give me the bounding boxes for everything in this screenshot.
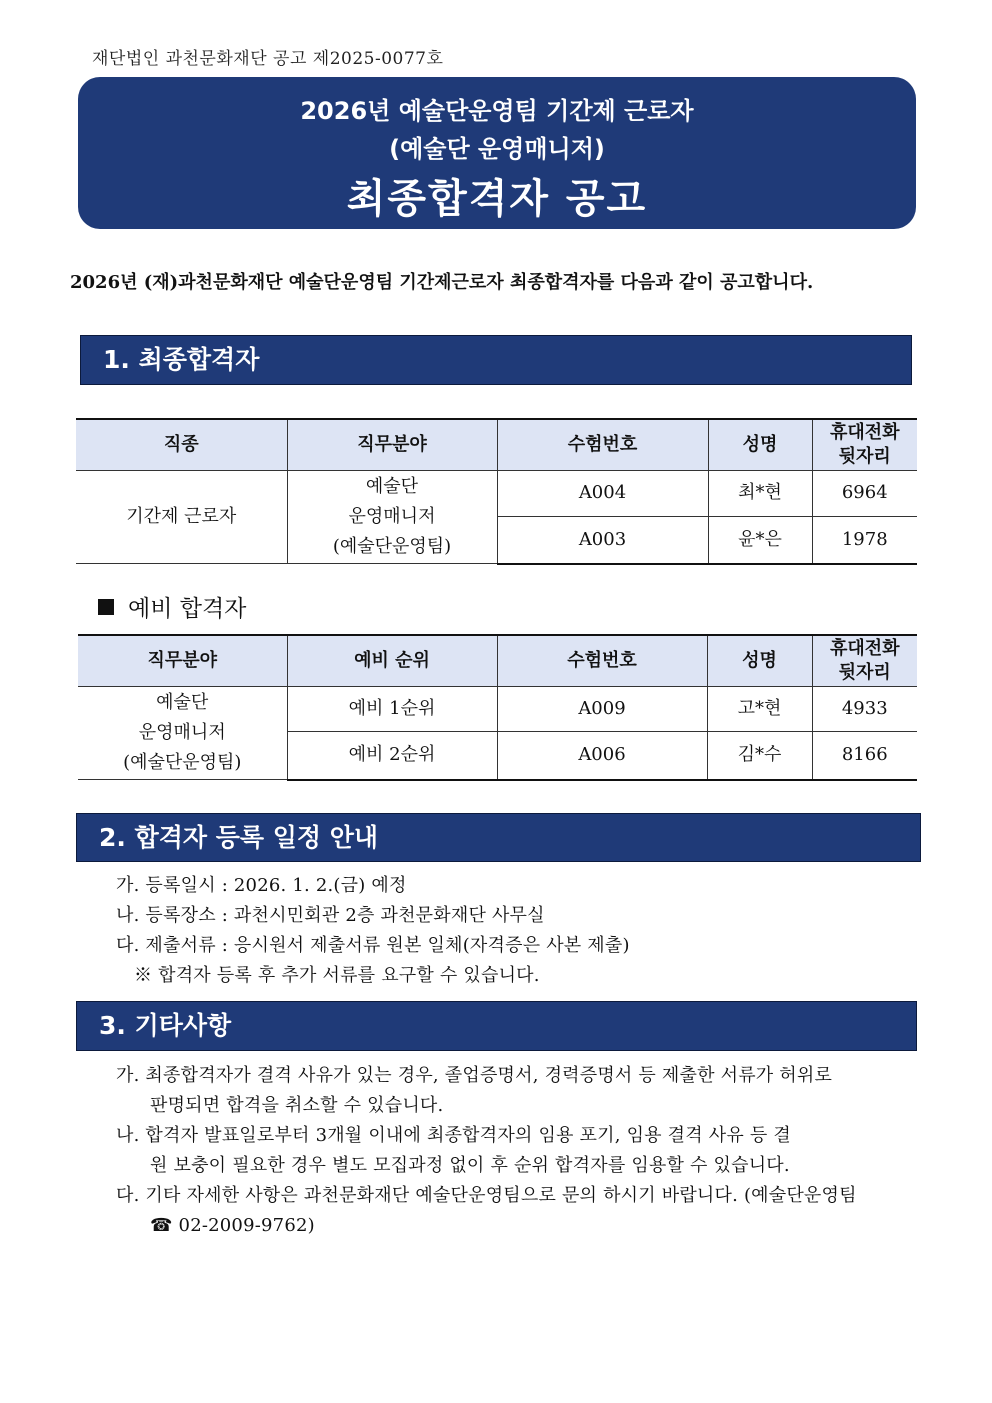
name-cell: 고*현 xyxy=(707,687,812,732)
other-matters-list xyxy=(116,1061,926,1241)
name-cell: 윤*은 xyxy=(708,516,812,563)
title-line-1: 2026년 예술단운영팀 기간제 근로자 xyxy=(300,97,694,125)
reserve-heading xyxy=(98,590,246,623)
list-item: 가. 등록일시 : 2026. 1. 2.(금) 예정 xyxy=(116,875,407,896)
phone-cell: 1978 xyxy=(812,516,917,563)
phone-cell: 4933 xyxy=(812,687,917,732)
list-item-continuation: ☎ 02-2009-9762) xyxy=(150,1215,315,1236)
intro-text: 2026년 (재)과천문화재단 예술단운영팀 기간제근로자 최종합격자를 다음과 같이 공고합니다. xyxy=(70,272,814,293)
job-field-cell: 예술단 운영매니저 (예술단운영팀) xyxy=(78,687,287,780)
final-passers-table xyxy=(76,418,917,565)
job-field-cell: 예술단 운영매니저 (예술단운영팀) xyxy=(287,471,497,564)
table-row xyxy=(76,471,917,517)
exam-number-cell: A006 xyxy=(497,732,707,780)
section-2-heading: 2. 합격자 등록 일정 안내 xyxy=(76,813,921,862)
table-header: 성명 xyxy=(707,635,812,687)
exam-number-cell: A009 xyxy=(497,687,707,732)
table-header: 휴대전화 뒷자리 xyxy=(812,635,917,687)
table-header: 직무분야 xyxy=(287,419,497,471)
reserve-heading-label: 예비 합격자 xyxy=(128,596,247,622)
table-header: 수험번호 xyxy=(497,419,708,471)
list-item-continuation: 판명되면 합격을 취소할 수 있습니다. xyxy=(150,1095,444,1116)
list-item-continuation: 원 보충이 필요한 경우 별도 모집과정 없이 후 순위 합격자를 임용할 수 있습니다. xyxy=(150,1155,790,1176)
section-3-heading: 3. 기타사항 xyxy=(76,1001,917,1051)
table-row xyxy=(78,687,917,732)
phone-cell: 6964 xyxy=(812,471,917,517)
job-type-cell: 기간제 근로자 xyxy=(76,471,287,564)
reserve-passers-table xyxy=(78,634,917,781)
exam-number-cell: A004 xyxy=(497,471,708,517)
table-header: 직종 xyxy=(76,419,287,471)
rank-cell: 예비 1순위 xyxy=(287,687,497,732)
section-1-heading: 1. 최종합격자 xyxy=(80,335,912,385)
table-header: 수험번호 xyxy=(497,635,707,687)
table-header: 직무분야 xyxy=(78,635,287,687)
name-cell: 최*현 xyxy=(708,471,812,517)
table-header: 예비 순위 xyxy=(287,635,497,687)
page-title: 최종합격자 공고 xyxy=(346,176,648,222)
list-item: 나. 합격자 발표일로부터 3개월 이내에 최종합격자의 임용 포기, 임용 결격 사유 등 결 xyxy=(116,1125,791,1146)
notice-number: 재단법인 과천문화재단 공고 제2025-0077호 xyxy=(92,49,444,69)
list-item: 나. 등록장소 : 과천시민회관 2층 과천문화재단 사무실 xyxy=(116,905,545,926)
name-cell: 김*수 xyxy=(707,732,812,780)
list-item: 가. 최종합격자가 결격 사유가 있는 경우, 졸업증명서, 경력증명서 등 제출한 서류가 허위로 xyxy=(116,1065,833,1086)
rank-cell: 예비 2순위 xyxy=(287,732,497,780)
registration-info-list xyxy=(116,871,926,991)
exam-number-cell: A003 xyxy=(497,516,708,563)
table-header: 성명 xyxy=(708,419,812,471)
square-bullet-icon xyxy=(98,599,114,615)
list-note: ※ 합격자 등록 후 추가 서류를 요구할 수 있습니다. xyxy=(134,965,540,986)
list-item: 다. 기타 자세한 사항은 과천문화재단 예술단운영팀으로 문의 하시기 바랍니다. (예술단운영팀 xyxy=(116,1185,857,1206)
title-banner xyxy=(78,77,916,229)
phone-cell: 8166 xyxy=(812,732,917,780)
table-header: 휴대전화 뒷자리 xyxy=(812,419,917,471)
title-line-2: (예술단 운영매니저) xyxy=(389,135,605,163)
list-item: 다. 제출서류 : 응시원서 제출서류 원본 일체(자격증은 사본 제출) xyxy=(116,935,630,956)
